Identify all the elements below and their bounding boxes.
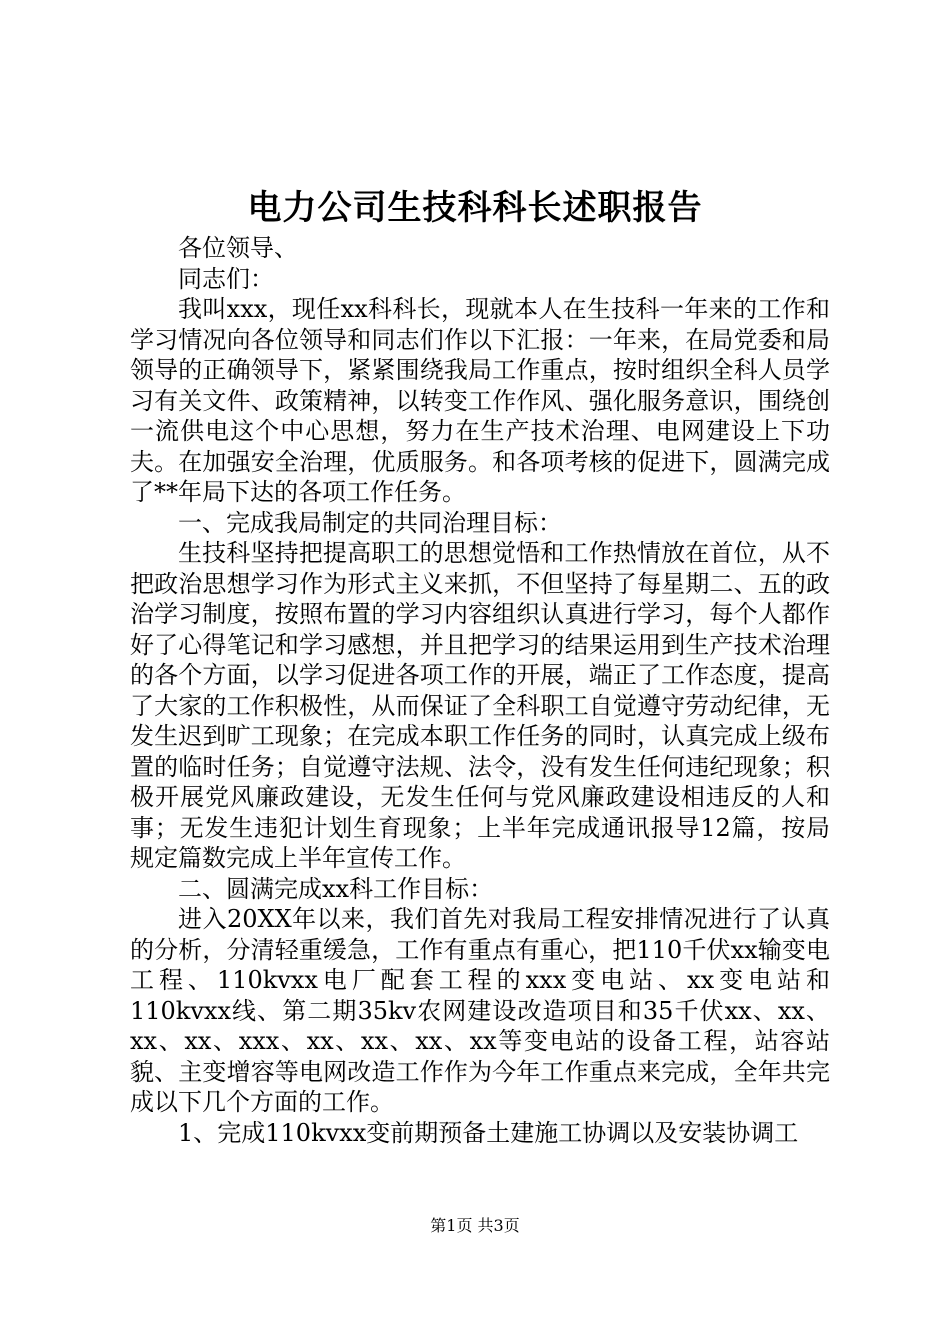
document-body	[130, 233, 830, 1148]
salutation-line-1: 各位领导、	[178, 234, 298, 262]
intro-paragraph: 我叫xxx，现任xx科科长，现就本人在生技科一年来的工作和学习情况向各位领导和同志们作以下汇报：一年来，在局党委和局领导的正确领导下，紧紧围绕我局工作重点，按时组织全科人员学习有关文件、政策精神，以转变工作作风、强化服务意识，围绕创一流供电这个中心思想，努力在生产技术治理、电网建设上下功夫。在加强安全治理，优质服务。和各项考核的促进下，圆满完成了**年局下达的各项工作任务。	[130, 295, 830, 506]
section-1-paragraph: 生技科坚持把提高职工的思想觉悟和工作热情放在首位，从不把政治思想学习作为形式主义来抓，不但坚持了每星期二、五的政治学习制度，按照布置的学习内容组织认真进行学习，每个人都作好了心得笔记和学习感想，并且把学习的结果运用到生产技术治理的各个方面，以学习促进各项工作的开展，端正了工作态度，提高了大家的工作积极性，从而保证了全科职工自觉遵守劳动纪律，无发生迟到旷工现象；在完成本职工作任务的同时，认真完成上级布置的临时任务；自觉遵守法规、法令，没有发生任何违纪现象；积极开展党风廉政建设，无发生任何与党风廉政建设相违反的人和事；无发生违犯计划生育现象；上半年完成通讯报导12篇，按局规定篇数完成上半年宣传工作。	[130, 539, 830, 872]
page-footer: 第1页 共3页	[430, 1216, 520, 1235]
salutation-line-2: 同志们：	[178, 264, 274, 293]
section-2-paragraph: 进入20XX年以来，我们首先对我局工程安排情况进行了认真的分析，分清轻重缓急，工作有重点有重心，把110千伏xx输变电工程、110kvxx电厂配套工程的xxx变电站、xx变电站和110kvxx线、第二期35kv农网建设改造项目和35千伏xx、xx、xx、xx、xxx、xx、xx、xx、xx等变电站的设备工程，站容站貌、主变增容等电网改造工作作为今年工作重点来完成，全年共完成以下几个方面的工作。	[130, 905, 830, 1116]
section-heading-2: 二、圆满完成xx科工作目标：	[178, 874, 494, 903]
document-title: 电力公司生技科科长述职报告	[247, 188, 703, 228]
section-heading-1: 一、完成我局制定的共同治理目标：	[178, 508, 562, 537]
list-item-1: 1、完成110kvxx变前期预备土建施工协调以及安装协调工	[178, 1118, 799, 1147]
